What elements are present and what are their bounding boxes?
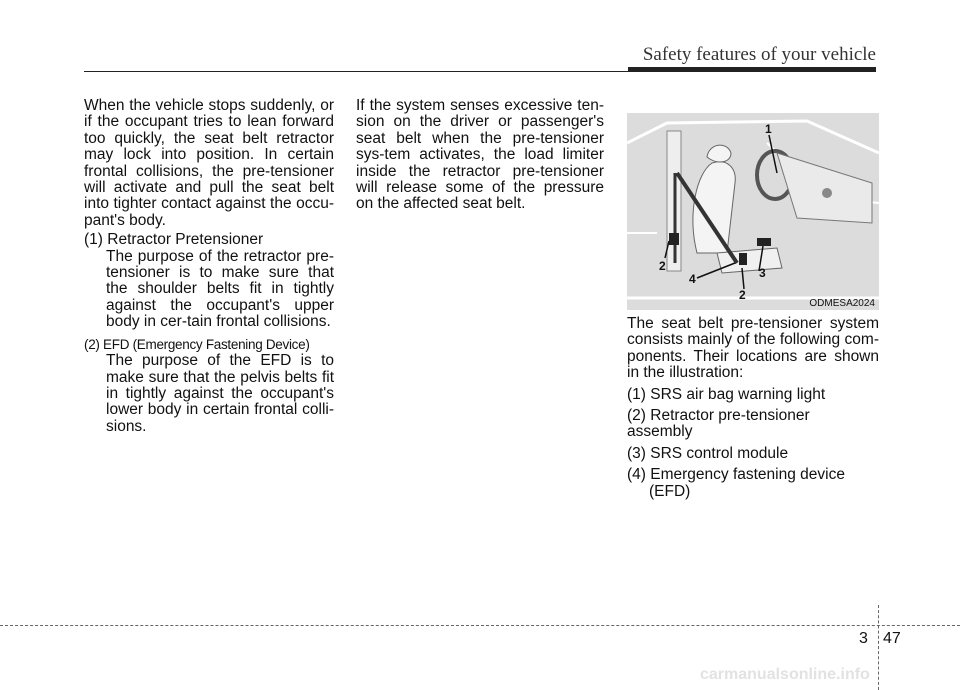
- callout-1: 1: [765, 122, 772, 136]
- retractor-pretensioner: [669, 233, 679, 245]
- middle-column: [356, 98, 604, 213]
- srs-control-module: [757, 238, 771, 246]
- seat-cushion: [717, 248, 782, 273]
- left-column: [84, 98, 334, 435]
- chapter-number: 3: [859, 630, 868, 647]
- load-limiter-paragraph: If the system senses excessive ten-sion on the driver or passenger's seat belt when the pre-tensioner sys-tem activates, the load limiter inside the retractor pre-tensioner will release some of the pressure on the affected seat belt.: [356, 97, 604, 213]
- footer-divider: [878, 605, 879, 690]
- components-intro: The seat belt pre-tensioner system consists mainly of the following com-ponents. Their locations are shown in the illustration:: [627, 315, 879, 382]
- seat-belt-pretensioner-illustration: [627, 113, 879, 310]
- right-column: [627, 316, 879, 500]
- list-item-control-module: (3) SRS control module: [627, 444, 789, 462]
- retractor-pretensioner-description: The purpose of the retractor pre-tensioner is to make sure that the shoulder belts fit in tightly against the occupant's upper body in cer-tain frontal collisions.: [106, 247, 334, 331]
- page-number: 47: [883, 630, 901, 647]
- header-rule-accent: [628, 67, 876, 72]
- callout-4: 4: [689, 272, 696, 286]
- list-item-airbag-light: (1) SRS air bag warning light: [627, 385, 826, 403]
- section-title: Safety features of your vehicle: [642, 44, 876, 65]
- retractor-pretensioner-heading: (1) Retractor Pretensioner: [84, 231, 264, 249]
- callout-3: 3: [759, 266, 766, 280]
- car-interior-drawing: [627, 113, 879, 310]
- callout-2-bottom: 2: [739, 288, 746, 302]
- figure-code: ODMESA2024: [809, 298, 875, 309]
- watermark: carmanualsonline.info: [700, 666, 870, 683]
- efd-description: The purpose of the EFD is to make sure that the pelvis belts fit in tightly against the occupant's lower body in certain frontal colli-sions.: [106, 352, 334, 435]
- intro-paragraph: When the vehicle stops suddenly, or if the occupant tries to lean forward too quickly, the seat belt retractor may lock into position. In certain frontal collisions, the pre-tensioner will activate and pull the seat belt into tighter contact against the occu-pant's body.: [84, 97, 334, 229]
- efd-heading: (2) EFD (Emergency Fastening Device): [84, 336, 310, 352]
- list-item-efd: (4) Emergency fastening device (EFD): [627, 466, 845, 500]
- footer-rule: [0, 625, 960, 626]
- callout-2-left: 2: [659, 259, 666, 273]
- efd-anchor: [739, 253, 747, 265]
- list-item-retractor: (2) Retractor pre-tensioner assembly: [627, 407, 810, 441]
- warning-light-cluster: [822, 188, 832, 198]
